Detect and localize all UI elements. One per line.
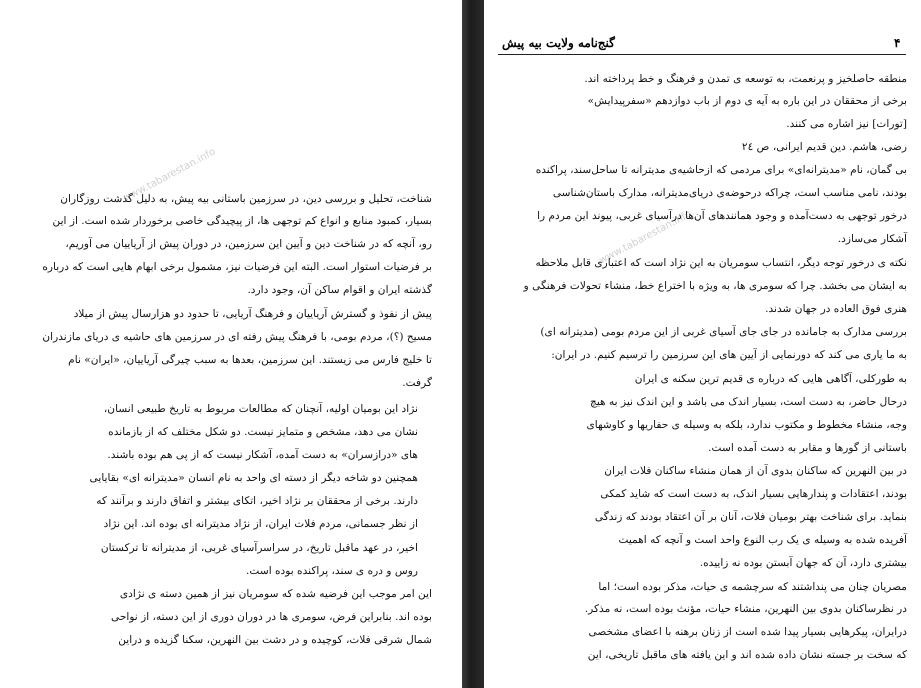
text-line: درایران، پیکرهایی بسیار پیدا شده است از زنان برهنه با اعضای مشخصی	[588, 626, 907, 638]
text-line: این امر موجب این فرضیه شده که سومریان نیز از همین دسته ی نژادی	[119, 588, 432, 600]
text-line: نژاد این بومیان اولیه، آنچنان که مطالعات مربوط به تاریخ طبیعی انسان،	[103, 403, 418, 415]
text-line: به ایشان می بخشد. چرا که سومری ها، به ویژه با اختراع خط، منشاء تحولات فرهنگی و	[523, 280, 907, 292]
running-header: گنج‌نامه ولایت بیه پیش	[502, 36, 615, 50]
text-line: باستانی از گورها و مقابر به دست آمده است.	[708, 442, 907, 454]
text-line: شناخت، تحلیل و بررسی دین، در سرزمین باستانی بیه پیش، به دلیل گذشت روزگاران	[60, 193, 432, 205]
watermark: www.tabarestan.info	[121, 146, 218, 205]
watermark: www.tabarestan.info	[597, 208, 694, 267]
text-line: مسیح (؟)، مردم بومی، با فرهنگ پیش رفته ای در سرزمین های حاشیه ی دریای مازندران	[42, 331, 432, 343]
page-number: ۴	[894, 36, 901, 50]
text-line: اخیر، در عهد ماقبل تاریخ، در سراسرآسیای غربی، از مدیترانه تا ترکستان	[100, 542, 418, 554]
text-line: آفریده شده به وسیله ی یک رب النوع واحد است و آنچه که اهمیت	[618, 534, 907, 546]
text-line: در نظرساکنان بدوی بین النهرین، منشاء حیات، مؤنث بوده است، نه مذکر.	[584, 603, 907, 615]
text-line: در بین النهرین که ساکنان بدوی آن از همان منشاء ساکنان فلات ایران	[604, 465, 907, 477]
text-line: نشان می دهد، مشخص و متمایز نیست. دو شکل مختلف که از بازمانده	[108, 426, 418, 438]
text-line: به ما یاری می کند که دورنمایی از آیین های این سرزمین را ترسیم کنیم. در ایران:	[551, 349, 907, 361]
text-line: به طورکلی، آگاهی هایی که درباره ی قدیم ترین سکنه ی ایران	[634, 373, 907, 385]
text-line: آشکار می‌سازد.	[837, 233, 907, 245]
text-line: بنماید. برای شناخت بهتر بومیان فلات، آنان بر آن اعتقاد بودند که زندگی	[594, 511, 907, 523]
text-line: بر فرضیات استوار است. البته این فرضیات نیز، مشمول برخی ابهام هایی است که درباره	[42, 261, 432, 273]
text-line: که سخت بر جسته نشان داده شده اند و این یافته های ماقبل تاریخی، این	[587, 649, 907, 661]
text-line: از نظر جسمانی، مردم فلات ایران، از نژاد مدیترانه ای بوده اند. این نژاد	[103, 518, 418, 530]
text-line: نکته ی درخور توجه دیگر، انتساب سومریان به این نژاد است که اعتباری قابل ملاحظه	[535, 257, 907, 269]
text-line: رضی، هاشم. دین قدیم ایرانی، ص ٢٤	[741, 141, 907, 153]
text-line: وجه، منشاء مخطوط و مکتوب ندارد، بلکه به وسیله ی حفاریها و کاوشهای	[586, 419, 907, 431]
text-line: دارند. برخی از محققان بر نژاد اخیر، اتکای بیشتر و اتفاق دارند و برآنند که	[96, 495, 418, 507]
text-line: برخی از محققان در این باره به آیه ی دوم از باب دوازدهم «سفرپیدایش»	[587, 95, 907, 107]
text-line: پیش از نفوذ و گسترش آریاییان و فرهنگ آریایی، تا حدود دو هزارسال پیش از میلاد	[73, 308, 432, 320]
text-line: گذشته ایران و اقوام ساکن آن، وجود دارد.	[247, 284, 432, 296]
text-line: رو، آنچه که در شناخت دین و آیین این سرزمین، در دوران پیش از آریاییان می آوریم،	[65, 238, 432, 250]
header-rule	[498, 54, 906, 55]
text-line: های «درازسران» به دست آمده، آشکار نیست که از پی هم بوده باشند.	[107, 449, 418, 461]
text-line: درخور توجهی به دست‌آمده و وجود همانندهای آن‌ها درآسیای غربی، پیوند این مردم را	[537, 210, 907, 222]
text-line: گرفت.	[402, 377, 432, 389]
text-line: بسیار، کمبود منابع و انواع کم توجهی ها، از پیچیدگی خاصی برخوردار شده است. از این	[52, 215, 432, 227]
text-line: [تورات] نیز اشاره می کنند.	[786, 118, 907, 130]
book-spine	[462, 0, 484, 688]
text-line: بوده اند. بنابراین فرض، سومری ها در دوران دوری از این دسته، از نواحی	[111, 611, 432, 623]
text-line: بیشتری دارد، آن که جهان آبستن بوده نه زاییده.	[699, 557, 907, 569]
text-line: همچنین دو شاخه دیگر از دسته ای واحد به نام انسان «مدیترانه ای» بقایایی	[89, 472, 418, 484]
text-line: شمال شرقی فلات، کوچیده و در دشت بین النهرین، سکنا گزیده و دراین	[118, 634, 432, 646]
text-line: بررسی مدارک به جامانده در جای جای آسیای غربی از این مردم بومی (مدیترانه ای)	[540, 326, 907, 338]
text-line: تا خلیج فارس می زیستند. این سرزمین، بعدها به سبب چیرگی آریاییان، «ایران» نام	[68, 354, 432, 366]
text-line: بودند، نامی مناسب است، چراکه درحوضه‌ی دریای‌مدیترانه، مدارک باستان‌شناسی	[552, 187, 907, 199]
text-line: بی گمان، نام «مدیترانه‌ای» برای مردمی که ازحاشیه‌ی مدیترانه تا ساحل‌سند، پراکنده	[535, 164, 907, 176]
right-page	[484, 0, 921, 688]
text-line: منطقه حاصلخیز و پرنعمت، به توسعه ی تمدن و فرهنگ و خط پرداخته اند.	[584, 73, 907, 85]
text-line: روس و دره ی سند، پراکنده بوده است.	[246, 565, 418, 577]
text-line: مصریان چنان می پنداشتند که سرچشمه ی حیات، مذکر بوده است؛ اما	[598, 581, 907, 593]
text-line: درحال حاضر، به دست است، بسیار اندک می باشد و این اندک نیز به هیچ	[590, 396, 907, 408]
text-line: بودند، اعتقادات و پندارهایی بسیار اندک، به دست است که شاید کمکی	[600, 488, 907, 500]
text-line: هنری فوق العاده در جهان شدند.	[765, 303, 907, 315]
